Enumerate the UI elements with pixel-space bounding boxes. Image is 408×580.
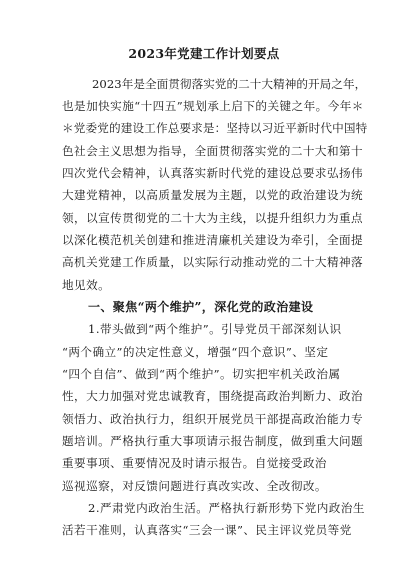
- intro-line: 高机关党建工作质量，以实际行动推动党的二十大精神落: [62, 255, 364, 269]
- item2-line: 2.严肃党内政治生活。严格执行新形势下党内政治生: [88, 501, 365, 515]
- item1-line: 题培训。严格执行重大事项请示报告制度，做到重大问题: [62, 434, 364, 448]
- intro-line: 2023年是全面贯彻落实党的二十大精神的开局之年，: [92, 77, 367, 91]
- document-title: 2023年党建工作计划要点: [128, 46, 280, 61]
- intro-line: 以深化模范机关创建和推进清廉机关建设为牵引，全面提: [62, 233, 364, 247]
- intro-line: 也是加快实施“十四五”规划承上启下的关键之年。今年＊: [62, 99, 364, 113]
- item1-line: 领悟力、政治执行力，组织开展党员干部提高政治能力专: [62, 412, 364, 426]
- item1-line: “四个自信”、做到“两个维护”。切实把牢机关政治属: [62, 367, 341, 381]
- intro-line: 大建党精神，以高质量发展为主题，以党的政治建设为统: [62, 188, 364, 202]
- item1-line: 性，大力加强对党忠诚教育，围绕提高政治判断力、政治: [62, 389, 364, 403]
- item1-line: “两个确立”的决定性意义，增强“四个意识”、坚定: [62, 345, 329, 359]
- intro-line: 地见效。: [62, 278, 111, 292]
- item1-line: 重要事项、重要情况及时请示报告。自觉接受政治: [62, 456, 327, 470]
- item1-line: 巡视巡察，对反馈问题进行真改实改、全改彻改。: [62, 479, 327, 493]
- item1-line: 1.带头做到“两个维护”。引导党员干部深刻认识: [88, 322, 342, 336]
- intro-line: 色社会主义思想为指导，全面贯彻落实党的二十大和第十: [62, 144, 364, 158]
- intro-line: 领，以宣传贯彻党的二十大为主线，以提升组织力为重点: [62, 211, 364, 225]
- intro-line: 四次党代会精神，认真落实新时代党的建设总要求弘扬伟: [62, 166, 364, 180]
- intro-line: ＊党委党的建设工作总要求是：坚持以习近平新时代中国特: [62, 121, 368, 135]
- section-heading: 一、聚焦“两个维护”，深化党的政治建设: [88, 300, 314, 314]
- item2-line: 活若干准则，认真落实“三会一课”、民主评议党员等党: [62, 523, 352, 537]
